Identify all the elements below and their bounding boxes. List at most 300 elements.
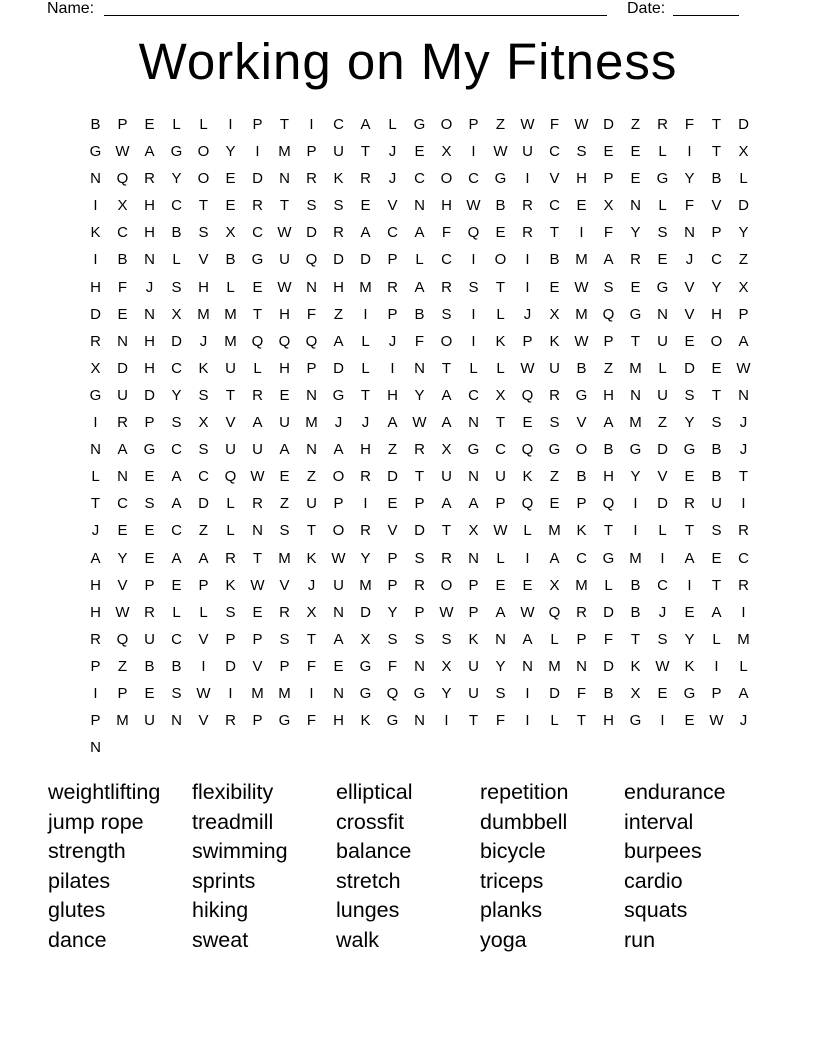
grid-letter: E [225, 170, 236, 188]
grid-letter: A [414, 224, 425, 242]
grid-letter: U [306, 495, 317, 513]
grid-letter: E [171, 576, 182, 594]
grid-letter: Z [306, 468, 317, 486]
grid-letter: O [197, 143, 210, 161]
grid-letter: W [466, 197, 481, 215]
grid-letter: I [228, 684, 233, 702]
grid-letter: O [575, 441, 588, 459]
grid-letter: B [414, 305, 425, 323]
grid-letter: I [660, 712, 665, 730]
grid-letter: P [225, 630, 236, 648]
grid-letter: E [225, 197, 236, 215]
grid-letter: I [309, 684, 314, 702]
grid-letter: G [413, 116, 426, 133]
grid-letter: Z [738, 251, 749, 269]
grid-letter: W [331, 549, 346, 567]
grid-letter: W [439, 603, 454, 621]
grid-letter: L [550, 712, 559, 730]
grid-letter: X [90, 359, 101, 377]
grid-letter: W [196, 684, 211, 702]
grid-letter: N [738, 386, 749, 404]
grid-letter: Y [171, 386, 182, 404]
grid-letter: C [252, 224, 263, 242]
grid-letter: Y [684, 414, 695, 432]
word-list-item: sprints [192, 868, 256, 893]
grid-letter: T [630, 332, 641, 350]
grid-letter: O [710, 332, 723, 350]
grid-letter: G [656, 278, 669, 296]
grid-letter: Y [630, 224, 641, 242]
grid-letter: J [685, 251, 694, 269]
grid-letter: K [360, 712, 371, 730]
grid-letter: X [738, 143, 749, 161]
grid-letter: I [525, 549, 530, 567]
word-list-item: endurance [624, 780, 726, 804]
grid-letter: L [739, 657, 748, 675]
grid-letter: P [90, 657, 101, 675]
grid-letter: O [332, 522, 345, 540]
grid-letter: U [252, 441, 263, 459]
grid-letter: S [603, 278, 614, 296]
grid-letter: N [90, 441, 101, 459]
grid-letter: M [251, 684, 264, 702]
grid-letter: R [630, 251, 641, 269]
grid-letter: C [171, 441, 182, 459]
grid-letter: T [360, 143, 371, 161]
grid-letter: J [334, 414, 343, 432]
grid-letter: T [684, 522, 695, 540]
grid-letter: A [279, 441, 290, 459]
grid-letter: I [525, 712, 530, 730]
grid-letter: H [441, 197, 452, 215]
grid-letter: B [144, 657, 155, 675]
grid-letter: W [574, 332, 589, 350]
grid-letter: A [495, 603, 506, 621]
grid-letter: T [468, 712, 479, 730]
grid-letter: P [252, 630, 263, 648]
grid-letter: Y [684, 170, 695, 188]
grid-letter: M [548, 657, 561, 675]
grid-letter: R [441, 549, 452, 567]
grid-letter: S [198, 441, 209, 459]
grid-letter: G [89, 386, 102, 404]
grid-letter: E [630, 143, 641, 161]
grid-letter: E [522, 576, 533, 594]
grid-letter: K [225, 576, 236, 594]
grid-letter: A [603, 414, 614, 432]
grid-letter: E [387, 495, 398, 513]
grid-letter: B [576, 468, 587, 486]
word-list-item: balance [336, 839, 412, 864]
grid-letter: R [414, 441, 425, 459]
grid-letter: P [468, 576, 479, 594]
grid-letter: I [363, 495, 368, 513]
grid-letter: W [115, 603, 130, 621]
grid-letter: Z [549, 468, 560, 486]
grid-letter: J [307, 576, 316, 594]
grid-letter: L [415, 251, 424, 269]
grid-letter: A [522, 630, 533, 648]
grid-letter: S [441, 305, 452, 323]
grid-letter: I [741, 603, 746, 621]
grid-letter: E [603, 143, 614, 161]
grid-letter: I [687, 576, 692, 594]
grid-letter: E [117, 522, 128, 540]
grid-letter: L [199, 603, 208, 621]
grid-letter: U [657, 386, 668, 404]
grid-letter: U [333, 143, 344, 161]
grid-letter: J [523, 305, 532, 323]
grid-letter: Z [630, 116, 641, 133]
grid-letter: R [738, 576, 749, 594]
grid-letter: P [252, 712, 263, 730]
grid-letter: L [91, 468, 100, 486]
grid-letter: D [684, 359, 695, 377]
grid-letter: M [224, 305, 237, 323]
grid-letter: L [712, 630, 721, 648]
grid-letter: V [198, 630, 209, 648]
grid-letter: I [525, 251, 530, 269]
grid-letter: B [603, 441, 614, 459]
grid-letter: E [117, 305, 128, 323]
grid-letter: I [309, 116, 314, 133]
grid-letter: L [388, 116, 397, 133]
grid-letter: M [278, 549, 291, 567]
grid-letter: T [441, 522, 452, 540]
grid-letter: R [522, 224, 533, 242]
letter-grid [82, 111, 757, 761]
grid-letter: E [711, 359, 722, 377]
grid-letter: H [198, 278, 209, 296]
grid-letter: P [144, 414, 155, 432]
grid-letter: N [414, 197, 425, 215]
grid-letter: P [117, 684, 128, 702]
grid-letter: A [333, 441, 344, 459]
word-list-item: glutes [48, 898, 106, 923]
grid-letter: W [250, 468, 265, 486]
grid-letter: W [736, 359, 751, 377]
word-list-item: stretch [336, 868, 401, 893]
grid-letter: A [360, 116, 371, 133]
grid-letter: D [738, 116, 749, 133]
word-list-item: elliptical [336, 780, 413, 804]
grid-letter: I [471, 143, 476, 161]
grid-letter: G [548, 441, 561, 459]
grid-letter: L [361, 332, 370, 350]
grid-letter: A [603, 251, 614, 269]
grid-letter: K [549, 332, 560, 350]
grid-letter: S [711, 522, 722, 540]
grid-letter: P [306, 143, 317, 161]
grid-letter: A [441, 414, 452, 432]
grid-letter: G [575, 386, 588, 404]
grid-letter: A [738, 332, 749, 350]
grid-letter: G [170, 143, 183, 161]
grid-letter: I [93, 251, 98, 269]
grid-letter: G [332, 386, 345, 404]
grid-letter: T [414, 468, 425, 486]
grid-letter: S [171, 414, 182, 432]
word-list-item: burpees [624, 839, 702, 864]
grid-letter: Y [711, 278, 722, 296]
grid-letter: N [117, 332, 128, 350]
grid-letter: E [144, 522, 155, 540]
grid-letter: P [468, 116, 479, 133]
grid-letter: C [549, 143, 560, 161]
grid-letter: Q [548, 603, 561, 621]
grid-letter: R [414, 576, 425, 594]
grid-letter: D [333, 359, 344, 377]
grid-letter: P [414, 603, 425, 621]
grid-letter: P [414, 495, 425, 513]
grid-letter: S [198, 224, 209, 242]
grid-letter: I [228, 116, 233, 133]
grid-letter: B [711, 441, 722, 459]
grid-letter: P [333, 495, 344, 513]
grid-letter: Q [305, 251, 318, 269]
grid-letter: V [549, 170, 560, 188]
grid-letter: G [629, 305, 642, 323]
word-list-item: planks [480, 898, 543, 923]
grid-letter: B [549, 251, 560, 269]
grid-letter: V [657, 468, 668, 486]
grid-letter: Q [251, 332, 264, 350]
grid-letter: R [117, 414, 128, 432]
grid-letter: W [574, 278, 589, 296]
grid-letter: G [656, 170, 669, 188]
grid-letter: R [387, 278, 398, 296]
grid-letter: P [711, 684, 722, 702]
name-label: Name: [47, 0, 95, 17]
grid-letter: L [199, 116, 208, 133]
grid-letter: E [495, 576, 506, 594]
grid-letter: S [495, 684, 506, 702]
grid-letter: D [657, 495, 668, 513]
grid-letter: P [387, 576, 398, 594]
grid-letter: F [306, 305, 317, 323]
grid-letter: Y [225, 143, 236, 161]
grid-letter: W [115, 143, 130, 161]
grid-letter: Y [495, 657, 506, 675]
grid-letter: I [660, 549, 665, 567]
grid-letter: J [658, 603, 667, 621]
grid-letter: T [495, 278, 506, 296]
grid-letter: L [226, 495, 235, 513]
grid-letter: A [171, 495, 182, 513]
grid-letter: N [414, 657, 425, 675]
grid-letter: G [602, 549, 615, 567]
grid-letter: M [224, 332, 237, 350]
grid-letter: E [549, 495, 560, 513]
grid-letter: S [576, 143, 587, 161]
grid-letter: N [306, 278, 317, 296]
grid-letter: K [522, 468, 533, 486]
grid-letter: Z [387, 441, 398, 459]
word-list-item: dance [48, 927, 107, 952]
grid-letter: H [333, 712, 344, 730]
grid-letter: H [279, 305, 290, 323]
grid-letter: M [305, 414, 318, 432]
grid-letter: D [657, 441, 668, 459]
grid-letter: V [387, 197, 398, 215]
grid-letter: L [496, 549, 505, 567]
grid-letter: X [225, 224, 236, 242]
grid-letter: Y [171, 170, 182, 188]
grid-letter: Z [657, 414, 668, 432]
grid-letter: V [279, 576, 290, 594]
grid-letter: T [711, 116, 722, 133]
grid-letter: X [495, 386, 506, 404]
grid-letter: A [252, 414, 263, 432]
grid-letter: J [739, 414, 748, 432]
grid-letter: P [522, 332, 533, 350]
grid-letter: I [471, 305, 476, 323]
grid-letter: D [117, 359, 128, 377]
grid-letter: P [576, 495, 587, 513]
grid-letter: B [171, 224, 182, 242]
grid-letter: U [522, 143, 533, 161]
grid-letter: Y [117, 549, 128, 567]
grid-letter: I [714, 657, 719, 675]
grid-letter: L [658, 359, 667, 377]
grid-letter: F [603, 224, 614, 242]
grid-letter: T [576, 712, 587, 730]
grid-letter: A [333, 332, 344, 350]
grid-letter: T [711, 576, 722, 594]
grid-letter: W [709, 712, 724, 730]
grid-letter: I [93, 414, 98, 432]
grid-letter: P [603, 332, 614, 350]
grid-letter: N [468, 549, 479, 567]
grid-letter: S [225, 603, 236, 621]
grid-letter: S [657, 224, 668, 242]
grid-letter: R [225, 549, 236, 567]
grid-letter: S [198, 386, 209, 404]
grid-letter: G [143, 441, 156, 459]
grid-letter: H [387, 386, 398, 404]
grid-letter: D [360, 603, 371, 621]
grid-letter: K [576, 522, 587, 540]
grid-letter: Y [684, 630, 695, 648]
grid-letter: N [468, 414, 479, 432]
grid-letter: T [441, 359, 452, 377]
grid-letter: J [388, 332, 397, 350]
grid-letter: S [171, 278, 182, 296]
grid-letter: X [441, 441, 452, 459]
grid-letter: I [363, 305, 368, 323]
grid-letter: P [603, 170, 614, 188]
grid-letter: P [576, 630, 587, 648]
grid-letter: E [495, 224, 506, 242]
grid-letter: X [441, 143, 452, 161]
grid-letter: T [252, 305, 263, 323]
grid-letter: K [468, 630, 479, 648]
grid-letter: W [520, 603, 535, 621]
grid-letter: R [225, 712, 236, 730]
grid-letter: D [738, 197, 749, 215]
word-list-item: pilates [48, 868, 111, 893]
grid-letter: L [658, 143, 667, 161]
grid-letter: C [495, 441, 506, 459]
grid-letter: N [117, 468, 128, 486]
grid-letter: C [117, 224, 128, 242]
grid-letter: A [117, 441, 128, 459]
grid-letter: C [117, 495, 128, 513]
grid-letter: B [117, 251, 128, 269]
word-list-item: triceps [480, 868, 544, 893]
grid-letter: P [387, 251, 398, 269]
grid-letter: E [630, 170, 641, 188]
grid-letter: D [198, 495, 209, 513]
grid-letter: A [333, 630, 344, 648]
grid-letter: X [117, 197, 128, 215]
grid-letter: U [657, 332, 668, 350]
grid-letter: G [683, 684, 696, 702]
grid-letter: E [252, 278, 263, 296]
grid-letter: I [525, 170, 530, 188]
grid-letter: L [253, 359, 262, 377]
grid-letter: L [172, 603, 181, 621]
grid-letter: N [90, 170, 101, 188]
grid-letter: T [279, 116, 290, 133]
grid-letter: K [333, 170, 344, 188]
grid-letter: N [279, 170, 290, 188]
grid-letter: Q [116, 630, 129, 648]
word-list-item: sweat [192, 927, 249, 952]
grid-letter: G [467, 441, 480, 459]
grid-letter: A [144, 143, 155, 161]
grid-letter: J [199, 332, 208, 350]
name-field[interactable] [104, 15, 607, 16]
grid-letter: S [711, 414, 722, 432]
grid-letter: T [711, 386, 722, 404]
grid-letter: T [738, 468, 749, 486]
grid-letter: Y [414, 386, 425, 404]
grid-letter: U [549, 359, 560, 377]
grid-letter: G [359, 657, 372, 675]
grid-letter: H [90, 576, 101, 594]
grid-letter: Y [630, 468, 641, 486]
grid-letter: X [171, 305, 182, 323]
grid-letter: I [633, 522, 638, 540]
word-list-item: jump rope [48, 809, 144, 834]
grid-letter: R [90, 630, 101, 648]
grid-letter: I [741, 495, 746, 513]
grid-letter: A [441, 495, 452, 513]
grid-letter: U [441, 468, 452, 486]
grid-letter: C [387, 224, 398, 242]
grid-letter: V [225, 414, 236, 432]
grid-letter: Q [521, 386, 534, 404]
grid-letter: T [603, 522, 614, 540]
grid-letter: P [117, 116, 128, 133]
grid-letter: P [90, 712, 101, 730]
word-list-item: swimming [192, 839, 288, 864]
grid-letter: R [360, 468, 371, 486]
grid-letter: R [360, 522, 371, 540]
grid-letter: Z [333, 305, 344, 323]
grid-letter: E [144, 684, 155, 702]
grid-letter: R [279, 603, 290, 621]
grid-letter: Y [360, 549, 371, 567]
grid-letter: S [414, 630, 425, 648]
grid-letter: Q [116, 170, 129, 188]
grid-letter: M [197, 305, 210, 323]
date-field[interactable] [673, 15, 739, 16]
grid-letter: Z [495, 116, 506, 133]
grid-letter: N [684, 224, 695, 242]
grid-letter: N [144, 305, 155, 323]
